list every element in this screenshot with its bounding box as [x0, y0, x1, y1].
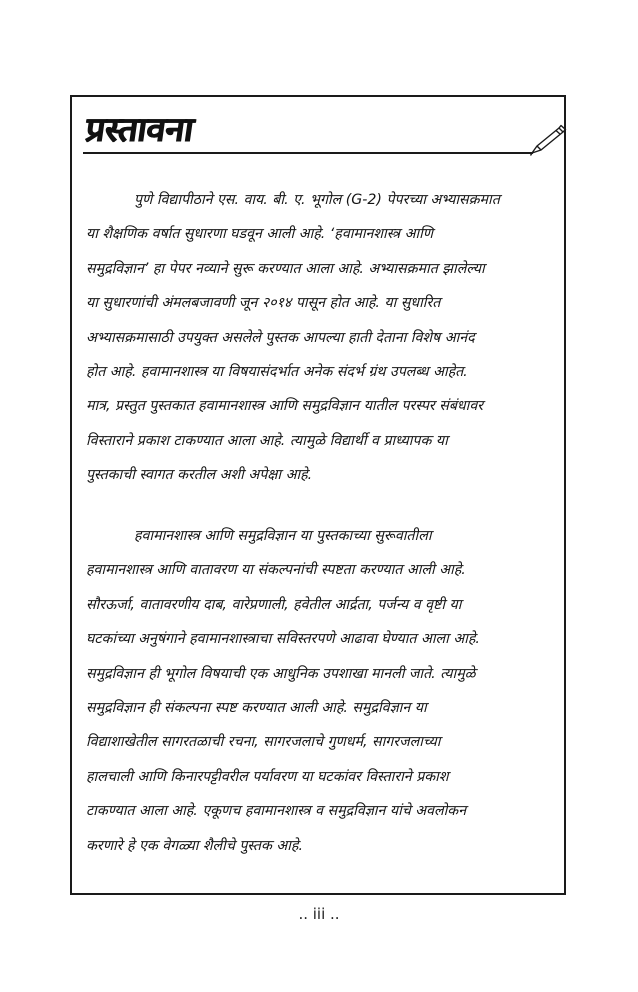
- text-line: हवामानशास्त्र आणि समुद्रविज्ञान या पुस्तकाच्या सुरूवातीला: [134, 528, 432, 544]
- text-line: मात्र, प्रस्तुत पुस्तकात हवामानशास्त्र आणि समुद्रविज्ञान यातील परस्पर संबंधावर: [86, 398, 484, 415]
- pen-icon: [528, 122, 568, 158]
- text-line: सौरऊर्जा, वातावरणीय दाब, वारेप्रणाली, हवेतील आर्द्रता, पर्जन्य व वृष्टी या: [86, 596, 462, 613]
- text-line: समुद्रविज्ञान’ हा पेपर नव्याने सुरू करण्यात आला आहे. अभ्यासक्रमात झालेल्या: [86, 260, 485, 277]
- text-line: करणारे हे एक वेगळ्या शैलीचे पुस्तक आहे.: [86, 837, 303, 854]
- text-line: विस्ताराने प्रकाश टाकण्यात आला आहे. त्यामुळे विद्यार्थी व प्राध्यापक या: [86, 432, 448, 449]
- text-line: होत आहे. हवामानशास्त्र या विषयासंदर्भात अनेक संदर्भ ग्रंथ उपलब्ध आहेत.: [86, 363, 468, 380]
- text-line: समुद्रविज्ञान ही संकल्पना स्पष्ट करण्यात आली आहे. समुद्रविज्ञान या: [86, 699, 427, 716]
- text-line: अभ्यासक्रमासाठी उपयुक्त असलेले पुस्तक आपल्या हाती देताना विशेष आनंद: [86, 329, 475, 346]
- text-line: विद्याशाखेतील सागरतळाची रचना, सागरजलाचे गुणधर्म, सागरजलाच्या: [86, 734, 441, 751]
- page-number: .. iii ..: [298, 905, 340, 923]
- heading-underline: [83, 152, 533, 154]
- text-line: पुणे विद्यापीठाने एस. वाय. बी. ए. भूगोल (G-2) पेपरच्या अभ्यासक्रमात: [134, 192, 500, 208]
- text-line: घटकांच्या अनुषंगाने हवामानशास्त्राचा सविस्तरपणे आढावा घेण्यात आला आहे.: [86, 631, 480, 648]
- text-line: हालचाली आणि किनारपट्टीवरील पर्यावरण या घटकांवर विस्ताराने प्रकाश: [86, 768, 449, 785]
- preface-paragraph-1: [86, 183, 568, 493]
- page-title: प्रस्तावना: [83, 110, 197, 150]
- text-line: समुद्रविज्ञान ही भूगोल विषयाची एक आधुनिक उपशाखा मानली जाते. त्यामुळे: [86, 665, 476, 682]
- text-line: हवामानशास्त्र आणि वातावरण या संकल्पनांची स्पष्टता करण्यात आली आहे.: [86, 562, 466, 579]
- text-line: पुस्तकाची स्वागत करतील अशी अपेक्षा आहे.: [86, 467, 313, 484]
- text-line: टाकण्यात आला आहे. एकूणच हवामानशास्त्र व समुद्रविज्ञान यांचे अवलोकन: [86, 803, 467, 820]
- text-line: या सुधारणांची अंमलबजावणी जून २०१४ पासून होत आहे. या सुधारित: [86, 295, 441, 312]
- text-line: या शैक्षणिक वर्षात सुधारणा घडवून आली आहे. ‘हवामानशास्त्र आणि: [86, 226, 434, 243]
- preface-paragraph-2: [86, 519, 568, 863]
